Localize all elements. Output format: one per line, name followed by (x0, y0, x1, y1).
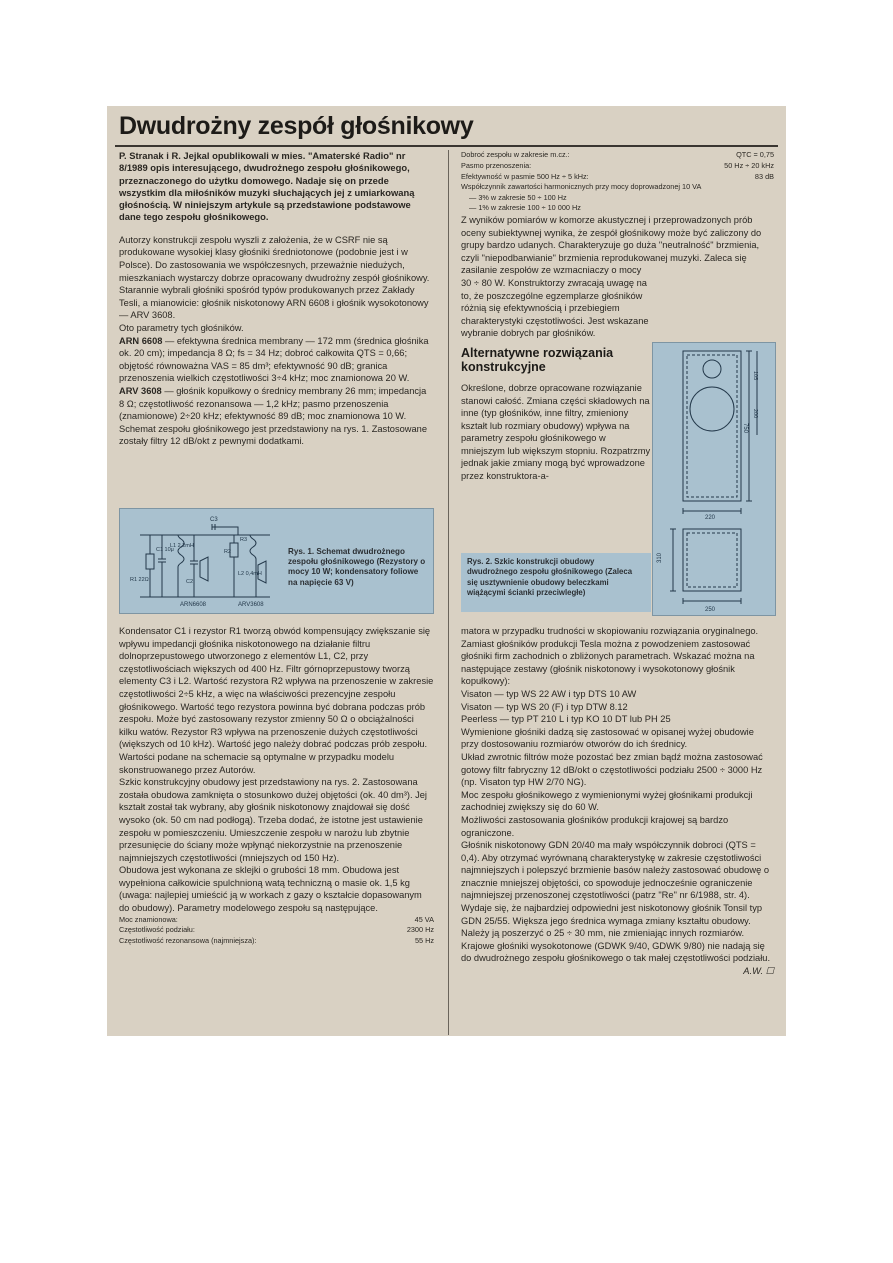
article-page (107, 106, 786, 1036)
spec-row (119, 915, 434, 926)
label-r3: R3 (240, 537, 248, 543)
amplifier-paragraph: 30 ÷ 80 W. Konstruktorzy zwracają uwagę na to, że poszczególne egzemplarze głośników różnią się efektywnością i przebiegiem charakterystyki częstotliwości. Jest wskazane wybranie dobrych par głośników. (461, 277, 649, 339)
spec-row (461, 172, 774, 183)
section-heading: Alternatywne rozwiązania konstrukcyjne (461, 345, 614, 374)
harmonics-text: Współczynnik zawartości harmonicznych przy mocy doprowadzonej 10 VA (461, 182, 702, 192)
spec-value: 2300 Hz (406, 925, 434, 935)
spec-row (119, 925, 434, 936)
speaker-set-2: Visaton — typ WS 20 (F) i typ DTW 8.12 (461, 701, 628, 712)
arv-text: — głośnik kopułkowy o średnicy membrany 26 mm; impedancja 8 Ω; częstotliwość rezonansowa — 1,2 kHz; pasmo przenoszenia (znamionowe) 2÷20 kHz; efektywność 89 dB; moc znamionowa 10 W. (119, 385, 427, 422)
dim-width-1: 220 (705, 515, 716, 521)
alternatives-paragraph: Określone, dobrze opracowane rozwiązanie stanowi całość. Zmiana części składowych na inne (typ głośników, inne filtry, zmieniony kształt lub rozmiary obudowy) wpływa na parametry zespołu głośnikowego w mniejszym lub większym stopniu. Rozpatrzmy jednak jakie zmiany mogą być wprowadzone przez konstruktora-a- (461, 382, 651, 482)
spec-row (461, 150, 774, 161)
gdn-paragraph: Głośnik niskotonowy GDN 20/40 ma mały współczynnik dobroci (QTS = 0,4). Aby otrzymać wyrównaną charakterystykę w zakresie częstotliwości najmniejszych i polepszyć brzmienie basów należy zastosować obudowę o znacznie mniejszej objętości, co spowoduje jednocześnie ograniczenie najmniejszej przenoszonej częstotliwości (patrz "Re" nr 6/1988, str. 4). Wydaje się, że najbardziej odpowiedni jest niskotonowy głośnik Tonsil typ GDN 25/55. Większa jego średnica wymaga zmiany kształtu obudowy. Należy ją poszerzyć o 25 ÷ 30 mm, nie zmieniając innych rozmiarów. (461, 840, 769, 939)
tweeter-paragraph: Krajowe głośniki wysokotonowe (GDWK 9/40, GDWK 9/80) nie nadają się do dwudrożnego zespołu głośnikowego o tak małej częstotliwości podziału. (461, 940, 771, 964)
arn-text: — efektywna średnica membrany — 172 mm (średnica głośnika ok. 20 cm); impedancja 8 Ω; fs = 34 Hz; dobroć całkowita QTS = 0,66; objętość równoważna VAS = 85 dm³; efektywność 90 dB; granica przenoszenia wielkich częstotliwości 3÷4 kHz; moc znamionowa 20 W. (119, 335, 429, 384)
compensation-paragraph: Kondensator C1 i rezystor R1 tworzą obwód kompensujący zwiększanie się wpływu impedancji głośnika niskotonowego na działanie filtru dolnoprzepustowego utworzonego z elementów L1, C2, przy częstotliwościach większych od 400 Hz. Filtr górnoprzepustowy tworzą elementy C3 i L2. Wartość rezystora R2 wpływa na przenoszenie w zakresie częstotliwości 2÷5 kHz, a więc na właściwości prezencyjne zespołu głośnikowego. Wartość tego rezystora powinna być dobrana podczas prób zespołu. Może być zastosowany rezystor zmienny 50 Ω o obciążalności kilku watów. Rezystor R3 wpływa na przenoszenie dużych częstotliwości (większych od 10 kHz). Wartość jego należy dobrać podczas prób zespołu. Wartości podane na schemacie są optymalne w przypadku modelu skonstruowanego przez Autorów. (119, 626, 434, 775)
figure-2 (652, 342, 774, 614)
enclosure-drawing (652, 342, 776, 616)
label-c2: C2 (186, 579, 194, 585)
spec-value: 55 Hz (414, 936, 434, 946)
left-column-bottom (119, 625, 434, 947)
enclosure-sketch (653, 343, 775, 615)
label-l2: L2 0,4mH (238, 571, 262, 577)
domestic-paragraph: Możliwości zastosowania głośników produkcji krajowej są bardzo ograniczone. (461, 814, 729, 838)
spec-row (119, 936, 434, 947)
spec-value: 45 VA (414, 914, 434, 924)
dim-depth: 310 (657, 552, 663, 563)
article-title: Dwudrożny zespół głośnikowy (119, 112, 474, 140)
filter-paragraph: Układ zwrotnic filtrów może pozostać bez zmian bądź można zastosować gotowy filtr fabryczny 12 dB/okt o częstotliwości podziału 2500 ÷ 3000 Hz (np. Visaton typ HW 2/70 NG). (461, 751, 763, 788)
speaker-set-1: Visaton — typ WS 22 AW i typ DTS 10 AW (461, 688, 637, 699)
harmonics-range-1: — 3% w zakresie 50 ÷ 100 Hz (469, 192, 567, 202)
label-l1: L1 2,2mH (170, 543, 194, 549)
fit-paragraph: Wymienione głośniki dadzą się zastosować w opisanej wyżej obudowie przy dostosowaniu rozmiarów otworów do ich średnicy. (461, 726, 754, 750)
label-c1: C1 10μ (156, 547, 174, 553)
left-column-top (119, 150, 434, 448)
label-arn: ARN6608 (180, 602, 207, 608)
harmonics-range-2: — 1% w zakresie 100 ÷ 10 000 Hz (469, 203, 581, 213)
speaker-set-3: Peerless — typ PT 210 L i typ KO 10 DT lub PH 25 (461, 714, 671, 725)
power-paragraph: Moc zespołu głośnikowego z wymienionymi wyżej głośnikami produkcji zachodniej zwiększy się do 60 W. (461, 789, 753, 813)
dim-width-2: 250 (705, 607, 716, 613)
label-arv: ARV3608 (238, 602, 264, 608)
spec-label: Pasmo przenoszenia: (461, 160, 532, 170)
figure-1 (119, 508, 434, 614)
author-signature: A.W. ☐ (743, 966, 774, 977)
figure-1-caption: Rys. 1. Schemat dwudrożnego zespołu głośnikowego (Rezystory o mocy 10 W; kondensatory foliowe na napięcie 63 V) (288, 547, 426, 587)
spec-label: Dobroć zespołu w zakresie m.cz.: (461, 150, 570, 159)
spec-label: Częstotliwość podziału: (119, 925, 195, 935)
right-column-bottom (461, 625, 774, 978)
intro-paragraph: Autorzy konstrukcji zespołu wyszli z założenia, że w CSRF nie są produkowane wysokiej klasy głośniki średniotonowe (podobnie jest i w Polsce). Do zastosowania we współczesnych, przeważnie niedużych, mieszkaniach wystarczy dobrze opracowany dwudrożny zespół głośnikowy. Starannie wybrali głośniki spośród typów produkowanych przez Zakłady Tesli, a mianowicie: głośnik niskotonowy ARN 6608 i głośnik wysokotonowy — ARV 3608. (119, 234, 430, 321)
spec-label: Częstotliwość rezonansowa (najmniejsza): (119, 936, 257, 946)
spec-row (461, 161, 774, 172)
arn-paragraph (119, 335, 434, 385)
substitution-paragraph: matora w przypadku trudności w skopiowaniu rozwiązania oryginalnego. Zamiast głośników produkcji Tesla można z powodzeniem zastosować głośniki firm zachodnich o zbliżonych parametrach. Wskazać można na następujące zestawy (głośnik niskotonowy i wysokotonowy głośnik kopułkowy): (461, 626, 759, 687)
params-intro: Oto parametry tych głośników. (119, 322, 244, 333)
label-r1: R1 22Ω (130, 577, 149, 583)
dim-top: 105 (752, 371, 758, 381)
spec-label: Moc znamionowa: (119, 914, 178, 924)
spec-value: QTC = 0,75 (736, 150, 774, 159)
column-divider (448, 150, 449, 1035)
label-c3: C3 (210, 517, 218, 523)
arv-paragraph (119, 385, 434, 423)
arn-name: ARN 6608 (119, 335, 163, 346)
arv-name: ARV 3608 (119, 385, 162, 396)
figure-2-caption: Rys. 2. Szkic konstrukcji obudowy dwudrożnego zespołu głośnikowego (Zaleca się usztywnienie obudowy beleczkami wiążącymi ścianki przeciwległe) (461, 553, 651, 612)
spec-value: 50 Hz ÷ 20 kHz (724, 160, 774, 170)
enclosure-paragraph: Szkic konstrukcyjny obudowy jest przedstawiony na rys. 2. Zastosowana została obudowa zamknięta o stosunkowo dużej objętości (ok. 40 dm³). Jej kształt został tak wybrany, aby głośnik niskotonowy znajdował się dość wysoko (ok. 50 cm nad podłogą). Trzeba dodać, że istotne jest ustawienie zespołu w pomieszczeniu. Umieszczenie zespołu w narożu lub zbytnie przesunięcie do ściany może wpłynąć niekorzystnie na przenoszenie najmniejszych częstotliwości (mniejszych od 150 Hz). (119, 777, 427, 863)
spec-label: Efektywność w pasmie 500 Hz ÷ 5 kHz: (461, 171, 589, 181)
spec-value: 83 dB (754, 171, 774, 181)
label-r2: R2 (224, 549, 232, 555)
dim-mid: 200 (752, 409, 758, 419)
evaluation-paragraph: Z wyników pomiarów w komorze akustycznej i przeprowadzonych prób oceny subiektywnej wynika, że zespół głośnikowy może być zaliczony do grupy bardzo udanych. Charakteryzuje go duża "neutralność" brzmienia, czyli "niepodbarwianie" brzmienia reprodukowanej muzyki. Zaleca się zasilanie zespołów ze wzmacniaczy o mocy (461, 214, 762, 276)
title-rule (115, 145, 778, 147)
lead-paragraph: P. Stranak i R. Jejkal opublikowali w mies. "Amaterské Radio" nr 8/1989 opis interesującego, dwudrożnego zespołu głośnikowego, przeznaczonego do użytku domowego. Nadaje się on przede wszystkim dla miłośników muzyki słuchających jej z umiarkowaną głośnością. W niniejszym artykule są przedstawione podstawowe dane tego zespołu głośnikowego. (119, 150, 415, 223)
construction-paragraph: Obudowa jest wykonana ze sklejki o grubości 18 mm. Obudowa jest wypełniona całkowicie spulchnioną watą techniczną o masie ok. 1,5 kg (uwaga: najlepiej umieścić ją w workach z gazy o kształcie dopasowanym do obudowy). Parametry modelowego zespołu są następujące. (119, 865, 422, 914)
crossover-schematic (120, 509, 280, 613)
schematic-paragraph: Schemat zespołu głośnikowego jest przedstawiony na rys. 1. Zastosowane zostały filtry 12 dB/okt z pewnymi dodatkami. (119, 423, 427, 447)
dim-height: 750 (742, 423, 748, 434)
